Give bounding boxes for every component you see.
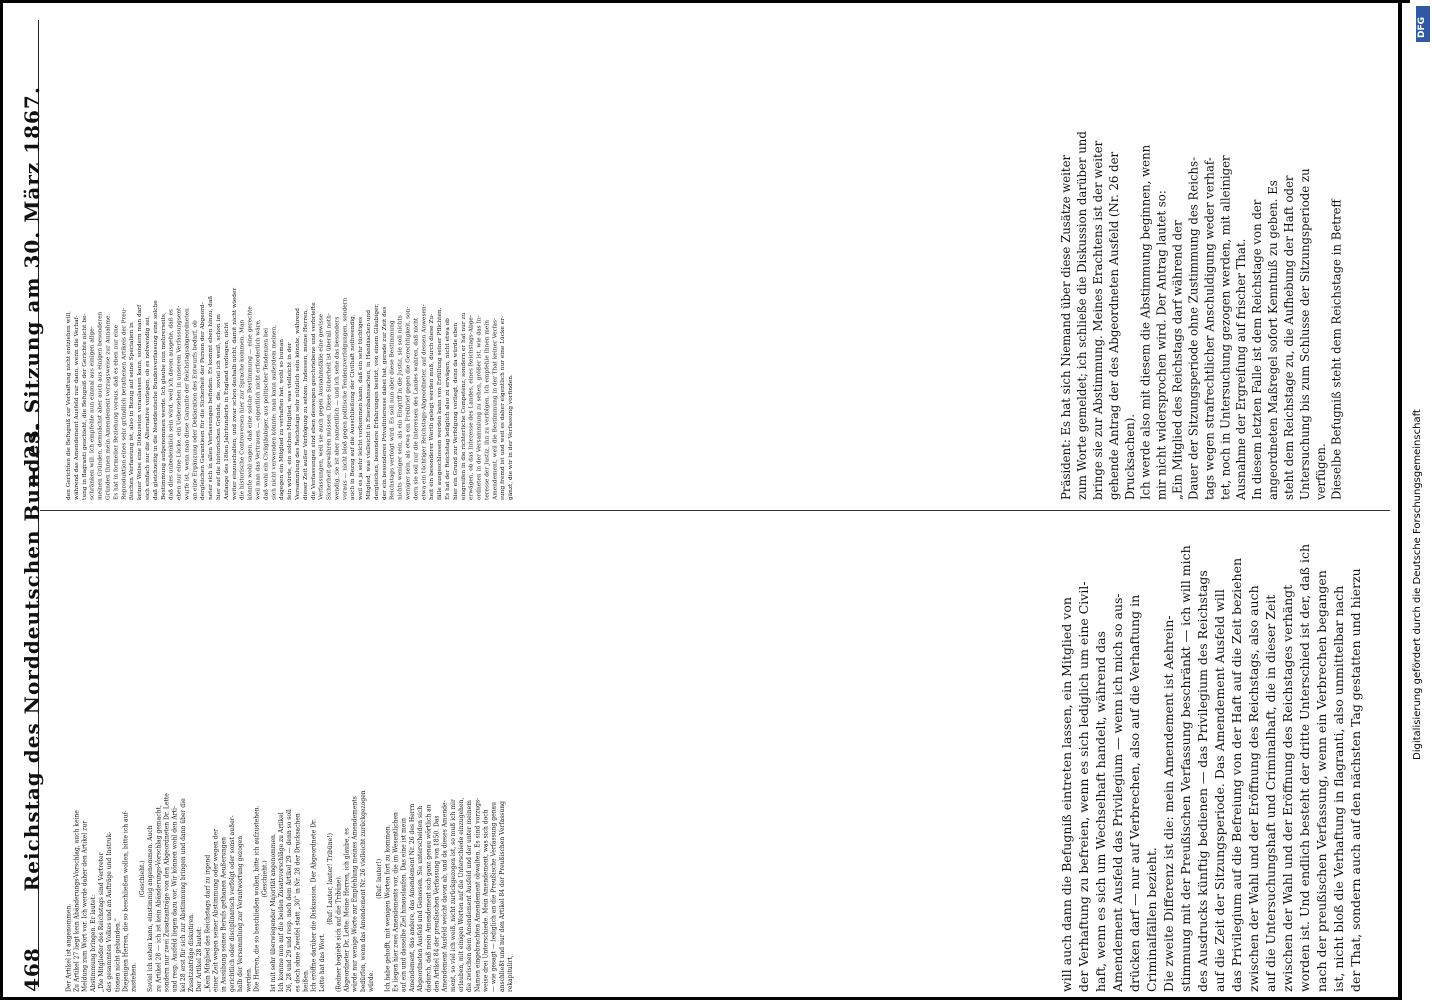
left-upper-line: „Die Mitglieder des Reichstags sind Vertreter bbox=[97, 852, 105, 992]
left-lower-line: haft, wenn es sich um Wechselhaft handelt, während das bbox=[1093, 631, 1108, 992]
left-upper-line: ment, so viel ich weiß, nicht zurückgezogen ist, so muß ich mir bbox=[449, 799, 457, 992]
right-upper-line: weiter einzuschalten, und zwar schon deshalb nicht, damit nicht wieder bbox=[230, 287, 238, 500]
column-right-lower bbox=[1058, 60, 1344, 500]
right-upper-line: sich nicht verwenden könnte; man kann außerdem meinen, bbox=[269, 324, 277, 500]
left-upper-line: (Ruf: lauter!) bbox=[375, 858, 383, 899]
left-lower-line: der That, sondern auch auf den nächsten Tag gestatten und hierzu bbox=[1348, 568, 1363, 992]
left-upper-line: Ist mit sehr überwiegender Majorität angenommen. bbox=[269, 833, 277, 992]
right-upper-line: ßischen Verfassung ist, also in Bezug auf seine Specialien in bbox=[127, 322, 135, 500]
left-lower-line: des Ausdrucks künftig bedienen — das Privilegium des Reichstags bbox=[1195, 570, 1210, 992]
right-upper-line: etwa ein tüchtiger Reichstags-Abgeordneter, auf dessen Anwesen- bbox=[419, 304, 427, 500]
column-left-upper bbox=[64, 766, 514, 992]
scan-border-right bbox=[1398, 0, 1402, 1000]
left-upper-line: halb der Versammlung zur Verantwortung gezogen bbox=[236, 835, 244, 992]
left-upper-line: es doch ohne Zweifel statt „30“ in Nr. 28 der Drucksachen bbox=[293, 813, 301, 992]
running-header-left bbox=[20, 424, 44, 992]
right-lower-line: Ausnahme der Ergreifung auf frischer That. bbox=[1234, 238, 1249, 500]
left-upper-line: sondern nur zwei Zusatzanträge von den Abgeordneten Dr. Lette bbox=[162, 793, 170, 992]
left-upper-line: Ich habe gehofft, mit wenigen Worten fort zu kommen. bbox=[383, 824, 391, 992]
right-upper-line: dergleichen Garantieen für die Sicherheit der Person der Abgeord- bbox=[198, 302, 206, 500]
left-lower-line: nach der preußischen Verfassung, wenn ein Verbrechen begangen bbox=[1314, 570, 1329, 992]
right-upper-line: Amendement, weil die Bestimmung in der That keiner Verfas- bbox=[490, 318, 498, 500]
running-header-right bbox=[20, 86, 44, 488]
dfg-logo-text: DFG bbox=[1417, 16, 1427, 38]
right-lower-line: angeordneten Maßregel sofort Kenntniß zu geben. Es bbox=[1265, 180, 1280, 501]
right-upper-line: weil man das Vertrauen — eigentlich nicht erforderlich wäre, bbox=[253, 319, 261, 500]
right-lower-line: Ich werde also mit diesem die Abstimmung beginnen, wenn bbox=[1138, 144, 1153, 500]
left-upper-line: heißen. bbox=[301, 969, 309, 992]
left-upper-line: rekapitulirt, bbox=[506, 955, 514, 992]
right-upper-line: Versammlung des Reichstags sehr nützlich sein könnte, während bbox=[293, 308, 301, 500]
left-upper-line: Ich eröffne darüber die Diskussion. Der Abgeordnete Dr. bbox=[309, 818, 318, 992]
right-lower-line: bringe sie zur Abstimmung. Meines Erachtens ist der weiter bbox=[1090, 140, 1105, 500]
left-upper-line: Zu Artikel 27 liegt kein Abänderungs-Vorschlag, auch keine bbox=[72, 810, 80, 992]
right-upper-line: eingreifen in die richterliche Competenz, sondern er hat nur zu bbox=[459, 312, 467, 500]
right-upper-line: heit ein besonderer Werth gelegt werden muß, durch diese Zu- bbox=[427, 313, 435, 500]
header-left-title: Reichstag des Norddeutschen Bundes. bbox=[20, 423, 44, 892]
right-upper-line: fein würde, ein solches Mitglied, was vielleicht in der bbox=[285, 342, 293, 500]
right-upper-line: neter sich in allen Verfassungen befinden. Es kommt eben hinzu, daß bbox=[206, 295, 214, 500]
left-lower-line: Criminalfällen bezieht. bbox=[1144, 847, 1159, 992]
right-upper-line: voraus — nicht bloß gegen politische Tendenzverfolgungen, sondern bbox=[340, 297, 348, 500]
right-upper-line: Verfassungen, weil sie auch gegen Ausnahmsfälle eine gewisse bbox=[317, 313, 325, 500]
left-upper-line: zustehen. bbox=[129, 962, 138, 992]
right-upper-line: meinen Gründen, demnächst aber auch aus einigen besonderen bbox=[96, 311, 104, 500]
right-upper-line: ordneten in der Versammlung zu sehen, größer ist, wie das In- bbox=[474, 315, 482, 500]
left-upper-line: zu Artikel 28 — ich ist kein Abänderungs-Vorschlag gemacht, bbox=[154, 805, 162, 992]
left-lower-line: auf die Untersuchungshaft und Criminalhaft, die in dieser Zeit bbox=[1263, 594, 1278, 992]
left-upper-line: weise drei Unterschiede. Mein Amendement, was sich doch bbox=[481, 809, 489, 992]
right-upper-line: wendig, sie ist aber namentlich — und ich sehe das besonders bbox=[332, 316, 340, 500]
left-lower-line: Amendement Ausfeld das Privilegium — wenn ich mich so aus- bbox=[1110, 593, 1125, 992]
right-upper-line: sung fremd ist und weil es daher eigentlich nur eine Lücke er- bbox=[498, 316, 506, 500]
left-upper-line: Meldung zum Wort vor. Ich werde daher den Artikel zur bbox=[80, 820, 89, 992]
right-upper-line: dieser Zeit außer Verfolgung zu setzen. Indessen, meine Herren, bbox=[301, 308, 309, 500]
right-upper-line: gänzt, die wir in der Verfassung vorfinden. bbox=[506, 374, 514, 500]
right-lower-line: steht dem Reichstage zu, die Aufhebung der Haft oder bbox=[1281, 175, 1296, 501]
left-upper-line: Der Artikel 28 lautet: bbox=[195, 926, 203, 992]
right-lower-line: zum Worte gemeldet; ich schließe die Diskussion darüber und bbox=[1074, 131, 1089, 500]
right-upper-line: nichts weniger sein, als ein Eingriff in die Justiz, sie soll nichts bbox=[396, 315, 404, 500]
left-lower-line: stimmung mit der Preußischen Verfassung beschränkt — ich will mich bbox=[1178, 545, 1193, 992]
right-upper-line: Mitglied, was vielleicht in Eisenbahnsachen, in Handsachen und bbox=[364, 309, 372, 500]
column-right-upper bbox=[64, 282, 514, 500]
left-upper-line: kel 28 erst für sich zur Abstimmung bringen und dann über die bbox=[179, 798, 187, 992]
left-upper-line: Namen eingebrachten Amendement obwalten. Es sind vorzugs- bbox=[473, 797, 481, 992]
left-upper-line: auf ein und dasselbe Ziel hinauslaufen. Das eine ist mein bbox=[399, 817, 408, 992]
right-upper-line: an eine Ergänzung oder Deklaration des Entwurfs bedarf, ob bbox=[190, 320, 198, 500]
left-upper-line: dadurch, daß mein Amendement sich ganz genau wörtlich an bbox=[424, 804, 432, 992]
right-lower-line: tet, noch in Untersuchung gezogen werden, mit alleiniger bbox=[1218, 155, 1233, 500]
right-lower-line: gehende Antrag der des Abgeordneten Ausfeld (Nr. 26 der bbox=[1106, 151, 1121, 500]
left-lower-line: Die zweite Differenz ist die: mein Amendement ist Aehrein- bbox=[1161, 615, 1176, 992]
right-upper-line: daß dies unbedenklich sein wird, weil ich davon ausgehe, daß es bbox=[167, 309, 175, 500]
right-upper-line: tung in flagranti geschieht, die Befugniß der Gerichte nicht be- bbox=[80, 313, 88, 500]
right-upper-line: Sicherheit gewähren müssen. Diese Sicherheit ist überall noth- bbox=[324, 313, 332, 500]
right-upper-line: schränken will. Ich empfehle nun einmal aus einigen allge- bbox=[88, 326, 96, 500]
right-upper-line: fälle ausgeschlossen werden kann von Erfüllung seiner Pflichten. bbox=[435, 307, 443, 500]
right-lower-line: Untersuchung bis zum Schlusse der Sitzungsperiode zu bbox=[1297, 168, 1312, 500]
right-upper-line: hier ein Grund zur Verfolgung vorliegt, denn da würde eben bbox=[451, 322, 459, 500]
right-upper-line: der ein besonderes Privatinteresse dabei hat, gerade zur Zeit des bbox=[380, 306, 388, 500]
header-right-title: — 23. Sitzung am 30. März 1867. bbox=[20, 86, 44, 488]
left-upper-line: den Artikel 84 der preußischen Verfassung von 1850. Das bbox=[432, 815, 440, 992]
left-upper-line: Diejenigen Herren, die so beschließen wollen, bitte ich auf- bbox=[121, 810, 129, 992]
right-upper-line: daß gleichzeitig in die Norddeutsche Bundesverfassung eine solche bbox=[151, 300, 159, 500]
right-upper-line: Es hat in formeller Beziehung voraus, daß es eben nur eine bbox=[111, 324, 119, 500]
left-upper-line: bedürfen, wenn das Amendement Nr. 26 vielleicht zurückgezogen bbox=[359, 790, 367, 992]
right-upper-line: Reichstags verfolgt wird. Es soll nun aber diese Bestimmung bbox=[388, 320, 396, 500]
left-upper-line: in Ausübung seines Berufs gethanen Aeußerungen bbox=[219, 836, 228, 992]
left-upper-line: einer Zeit wegen seiner Abstimmung oder wegen der bbox=[211, 829, 219, 992]
left-upper-line: „Kein Mitglied des Reichstags darf zu irgend bbox=[203, 854, 211, 992]
right-upper-line: den Gerichten die Befugniß zur Verhaftung nicht entziehen will, bbox=[64, 310, 72, 500]
left-upper-line: werden. bbox=[244, 967, 252, 992]
right-upper-line: dergleichen, besondere Erfahrungen besitzt, von einem Gläubiger, bbox=[372, 303, 380, 500]
right-upper-line: hier auf die historischen Gründe, die, soviel ich weiß, schon im bbox=[214, 314, 222, 500]
right-lower-line: Drucksachen). bbox=[1122, 414, 1137, 500]
right-upper-line: auch in Bezug auf die Ausschließung der Civilhaft nothwendig, bbox=[348, 314, 356, 500]
page-number: 468 bbox=[20, 947, 44, 992]
left-lower-line: ist, nicht bloß die Verhaftung in flagranti, also unmittelbar nach bbox=[1331, 585, 1346, 992]
right-upper-line: während das Amendement Ausfeld nur dann, wenn die Verhaf- bbox=[72, 315, 80, 500]
right-upper-line: sich einfach nur die Alternative vorlegen, ob es notwendig sei, bbox=[143, 315, 151, 500]
left-upper-line: (Redner begiebt sich auf die Tribüne). bbox=[334, 875, 342, 992]
right-upper-line: könnte wohl sagen, daß eine solche Bestimmung — eine gerechte bbox=[246, 306, 254, 500]
left-upper-line: anschließt und nur den Artikel 84 der Preußischen Verfassung bbox=[498, 801, 506, 992]
left-upper-line: Abstimmung bringen. Er lautet: bbox=[89, 894, 97, 992]
left-upper-line: (Geschieht.) bbox=[260, 860, 269, 898]
right-upper-line: Gründen Ihnen mein Amendement vorzugsweise zur Annahme. bbox=[103, 313, 111, 500]
left-upper-line: würde nur wenige Worte zur Empfehlung meines Amendements bbox=[350, 796, 359, 992]
left-upper-line: Lette hat das Wort. bbox=[318, 933, 326, 992]
right-upper-line: wurfe ist, wenn man diese Garantie der Reichstagsabgeordneten bbox=[182, 308, 190, 500]
left-upper-line: Der Artikel ist angenommen. bbox=[64, 903, 72, 992]
left-lower-line: will auch dann die Befugniß eintreten lassen, ein Mitglied von bbox=[1059, 597, 1074, 992]
right-upper-line: keiner Weise eine Diskussion veranlassen kann, sondern man darf bbox=[135, 304, 143, 500]
right-upper-line: die Verfassungen sind eben deswegen geschriebene und verbriefte bbox=[309, 302, 317, 500]
right-upper-line: weniger sein, als etwa ein Freibrief gegen die Gerechtigkeit, son- bbox=[403, 306, 411, 500]
left-lower-line: auf die Zeit der Sitzungsperiode. Das Amendement Ausfeld will bbox=[1212, 589, 1227, 992]
left-upper-line: (Ruf: Lauter, lauter! Tribüne!) bbox=[326, 833, 334, 925]
left-lower-line: das Privilegium auf die Befreiung von der Haft auf die Zeit beziehen bbox=[1229, 557, 1244, 992]
column-divider bbox=[40, 510, 1390, 511]
left-upper-line: tionen nicht gebunden.“ bbox=[113, 918, 121, 992]
left-upper-line: — wie gesagt — lediglich an die Preußische Verfassung genau bbox=[489, 802, 498, 992]
left-upper-line: Soviel ich sehen kann, einstimmig angenommen. Auch bbox=[146, 825, 154, 992]
right-upper-line: Anfange des 18ten Jahrhunderts in England vorliegen, nicht bbox=[222, 322, 230, 500]
left-lower-line: drücken darf — nur auf Verbrechen, also auf die Verhaftung in bbox=[1127, 594, 1142, 992]
left-upper-line: die zwischen dem Amendement Ausfeld und der unter meinem bbox=[465, 800, 473, 992]
right-lower-line: In diesem letzten Falle ist dem Reichstage von der bbox=[1249, 199, 1264, 501]
right-lower-line: tags wegen strafrechtlicher Anschuldigung weder verhaf- bbox=[1202, 157, 1217, 501]
left-upper-line: Amendement, das andere, das Amendement Nr. 26 des Herrn bbox=[408, 803, 416, 992]
right-upper-line: daß wohl ein Civilgläubiger, aus politischer Tendenzen bei bbox=[261, 327, 269, 500]
right-upper-line: die historische Controversen hier zur Sprache kommen. Man bbox=[238, 319, 246, 500]
right-upper-line: dagegen ein Mitglied zu verhaften hat, wohl so human bbox=[277, 339, 285, 500]
left-lower-line: zwischen der Wahl und der Eröffnung des Reichstags, also auch bbox=[1246, 585, 1261, 992]
left-upper-line: Zusatzanträge diskutiren. bbox=[187, 913, 195, 992]
digitization-credit: Digitalisierung gefördert durch die Deutsche Forschungsgemeinschaft bbox=[1412, 409, 1423, 760]
right-upper-line: erwägen, ob das Interesse des Landes, eines Reichstags-Abge- bbox=[467, 315, 475, 500]
right-lower-line: verfügen. bbox=[1313, 443, 1328, 500]
right-lower-line: Dauer der Sitzungsperiode ohne Zustimmung des Reichs- bbox=[1186, 156, 1201, 501]
right-upper-line: teresse der Justiz, ihn zu verfolgen. Ich empfehle Ihnen mein bbox=[482, 320, 490, 500]
left-lower-line: der Verhaftung zu befreien, wenn es sich lediglich um eine Civil- bbox=[1076, 581, 1091, 992]
right-upper-line: dern sie soll nur die Interessen des Landes wahren, daß nicht bbox=[411, 317, 419, 500]
left-upper-line: gerichtlich oder disciplinarisch verfolgt oder sonst außer- bbox=[228, 815, 236, 992]
right-lower-line: Präsident: Es hat sich Niemand über diese Zusätze weiter bbox=[1058, 154, 1073, 500]
left-lower-line: worden ist. Und endlich besteht der dritte Unterschied ist der, daß ich bbox=[1297, 543, 1312, 992]
left-upper-line: Die Herren, die so beschließen wollen, bitte ich aufzustehen. bbox=[252, 805, 260, 992]
left-upper-line: Es liegen hier zwei Amendements vor, die im Wesentlichen bbox=[391, 812, 399, 992]
left-upper-line: 26, 28 und 29 und resp. nach dem Artikel 29 — denn so soll bbox=[285, 809, 293, 992]
right-lower-line: „Ein Mitglied des Reichstags darf während der bbox=[1170, 220, 1185, 500]
left-upper-line: erlauben, mit einigen Worten auf die Unterschiede einzugehen, bbox=[457, 797, 465, 992]
right-upper-line: Reproduktion eines sehr gründlich berathenen Artikels der Preu- bbox=[119, 307, 127, 500]
left-upper-line: Abgeordneter Dr. Lette: Meine Herren, ich glaube, es bbox=[342, 828, 350, 992]
right-upper-line: Bestimmung aufgenommen werde. Ich glaube nun mehrerseits, bbox=[159, 312, 167, 500]
left-upper-line: Ich komme nun auf die beiden Zusatzvorschläge zu Artikel bbox=[277, 812, 285, 992]
column-left-lower bbox=[1058, 522, 1364, 992]
left-lower-line: zwischen der Wahl und der Eröffnung des Reichstages verhängt bbox=[1280, 584, 1295, 992]
right-lower-line: mir nicht widersprochen wird. Der Antrag lautet so: bbox=[1154, 190, 1169, 500]
left-upper-line: (Geschieht.) bbox=[138, 860, 146, 898]
scan-border-left bbox=[0, 0, 3, 1000]
scan-border-top bbox=[0, 0, 1432, 3]
right-upper-line: weil es ja sehr leicht vorkommen kann, daß ein sehr tüchtiges bbox=[356, 316, 364, 500]
right-upper-line: eben nur eine Lücke, ein Uebersehen in unserem Verfassungsent- bbox=[174, 305, 182, 500]
left-upper-line: des gesammten Volkes und an Aufträge und Instruk- bbox=[105, 831, 113, 992]
right-lower-line: Dieselbe Befugniß steht dem Reichstage in Betreff bbox=[1329, 199, 1344, 500]
left-upper-line: würde. bbox=[367, 970, 375, 992]
left-upper-line: Amendement Ausfeld weicht davon ab, und da dieses Amende- bbox=[440, 800, 449, 992]
right-upper-line: Es hat der Reichstag lediglich also zu erwägen, nicht etwa ob bbox=[443, 318, 451, 500]
left-upper-line: Abgeordneten Ausfeld und Genossen. Sie unterscheiden sich bbox=[416, 805, 424, 992]
left-upper-line: und resp. Ausfeld liegen dazu vor. Wir können wohl den Arti- bbox=[170, 806, 179, 992]
